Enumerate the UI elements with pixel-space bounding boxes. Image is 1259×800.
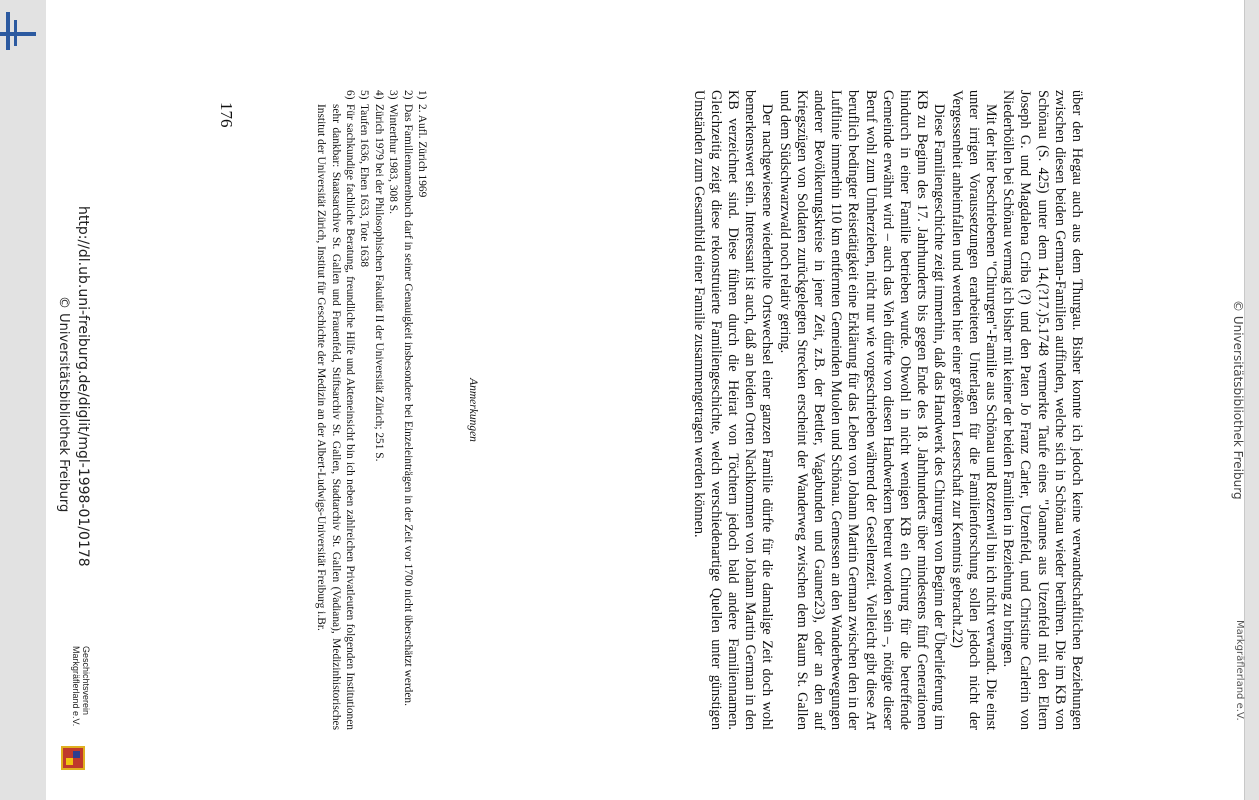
society-label bbox=[71, 646, 91, 726]
footer-url-link[interactable]: http://dl.ub.uni-freiburg.de/diglit/mgl-1998-01/0178 bbox=[75, 206, 91, 567]
paragraph: Mit der hier beschriebenen "Chirurgen"-Familie aus Schönau und Rotzenwil bin ich nicht verwandt. Die einst unter irrigen Voraussetzungen erarbeiteten Unterlagen für die Familienforschung sollen jedoch nicht der Vergessenheit anheimfallen und werden hier einer größeren Leserschaft zur Kenntnis gebracht.22) bbox=[948, 90, 999, 730]
society-line-2: Markgräflerland e.V. bbox=[71, 646, 81, 727]
viewer-logo-icon bbox=[0, 12, 40, 52]
note-text: 2. Aufl. Zürich 1969 bbox=[416, 104, 428, 198]
note-text: Zürich 1979 bei der Philosophischen Fakultät II der Universität Zürich; 251 S. bbox=[372, 104, 385, 462]
note-text: Für sachkundige fachliche Beratung, freundliche Hilfe und Akteneinsicht bin ich neben zahlreichen Privatleuten folgenden Institutionen sehr dankbar: Staatsarchive St. Gallen und Frauenfeld, Stiftsarchiv St. Gallen, Stadtarchiv St. Gallen (Vadiana), Medizinhistorisches Institut der Universität Zürich, Institut für Geschichte der Medizin an der Albert-Ludwigs-Universität Freiburg i.Br. bbox=[315, 104, 356, 730]
page-number: 176 bbox=[217, 102, 236, 128]
coat-of-arms-icon bbox=[61, 746, 85, 770]
viewer-right-strip bbox=[1244, 0, 1259, 800]
note-text: Winterthur 1983, 308 S. bbox=[387, 104, 400, 214]
notes-list bbox=[314, 90, 429, 730]
note-number: 4) bbox=[372, 90, 385, 100]
note-number: 1) bbox=[416, 90, 428, 100]
header-source-label: © Universitätsbibliothek Freiburg bbox=[1231, 300, 1245, 500]
note-item bbox=[400, 90, 414, 730]
note-number: 2) bbox=[401, 90, 414, 100]
note-text: Taufen 1636, Ehen 1633, Tote 1638 bbox=[358, 104, 371, 268]
note-item bbox=[314, 90, 357, 730]
society-line-1: Geschichtsverein bbox=[81, 646, 91, 716]
paragraph: über den Hegau auch aus dem Thurgau. Bisher konnte ich jedoch keine verwandtschaftlichen Beziehungen zwischen diesen beiden German-Familien auffinden, welche sich in Schönau wieder berühren. Die im KB von Schönau (S. 425) unter dem 14.(?17.)5.1748 vermerkte Taufe eines "Joannes aus Utzenfeld mit den Eltern Joseph G. und Magdalena Criba (?) und den Paten Jo Franz Carler, Utzenfeld, und Christine Carlerin von Niederböllen bei Schönau vermag ich bisher mit keiner der beiden Familien in Beziehung zu bringen. bbox=[1000, 90, 1085, 730]
body-text bbox=[689, 90, 1085, 730]
note-item bbox=[357, 90, 371, 730]
footer-copyright: © Universitätsbibliothek Freiburg bbox=[56, 296, 71, 513]
note-item bbox=[386, 90, 400, 730]
note-number: 6) bbox=[343, 90, 356, 100]
header-right-label: Markgräflerland e.V. bbox=[1234, 620, 1245, 721]
note-number: 5) bbox=[358, 90, 371, 100]
viewer-left-strip bbox=[0, 0, 47, 800]
note-text: Das Familiennamenbuch darf in seiner Genauigkeit insbesondere bei Einzeleinträgen in der Zeit vor 1700 nicht überschätzt werden. bbox=[401, 104, 414, 706]
note-item bbox=[415, 90, 429, 730]
document-page bbox=[46, 0, 1245, 800]
note-item bbox=[371, 90, 385, 730]
paragraph: Der nachgewiesene wiederholte Ortswechsel einer ganzen Familie dürfte für die damalige Zeit doch wohl bemerkenswert sein. Interessant ist auch, daß an beiden Orten Nachkommen von Johann Martin German in den KB verzeichnet sind. Diese führen durch die Heirat von Töchtern jedoch bald andere Familiennamen. Gleichzeitig zeigt diese rekonstruierte Familiengeschichte, welch verschiedenartige Quellen unter günstigen Umständen zum Gesamtbild einer Familie zusammengetragen werden können. bbox=[690, 90, 776, 730]
note-number: 3) bbox=[387, 90, 400, 100]
notes-heading: Anmerkungen bbox=[467, 378, 479, 442]
paragraph: Diese Familiengeschichte zeigt immerhin, daß das Handwerk des Chirurgen von Beginn der Überlieferung im KB zu Beginn des 17. Jahrhunderts bis gegen Ende des 18. Jahrhunderts über mindestens fünf Generationen hindurch in einer Familie betrieben wurde. Obwohl in nicht wenigen KB ein Chirurg für die betreffende Gemeinde erwähnt wird – auch das Vieh dürfte von diesen Handwerkern betreut worden sein –, nötigte dieser Beruf wohl zum Umherziehen, nicht nur wie vorgeschrieben während der Gesellenzeit. Vielleicht gibt diese Art beruflich bedingter Reisetätigkeit eine Erklärung für das Leben von Johann Martin German zwischen den in der Luftlinie immerhin 110 km entfernten Gemeinden Muolen und Schönau. Gemessen an den Wanderbewegungen anderer Bevölkerungskreise in jener Zeit, z.B. der Bettler, Vagabunden und Gauner23), oder an den auf Kriegszügen von Soldaten zurückgelegten Strecken erscheint der Wanderweg zwischen dem Raum St. Gallen und dem Südschwarzwald noch relativ gering. bbox=[776, 90, 948, 730]
